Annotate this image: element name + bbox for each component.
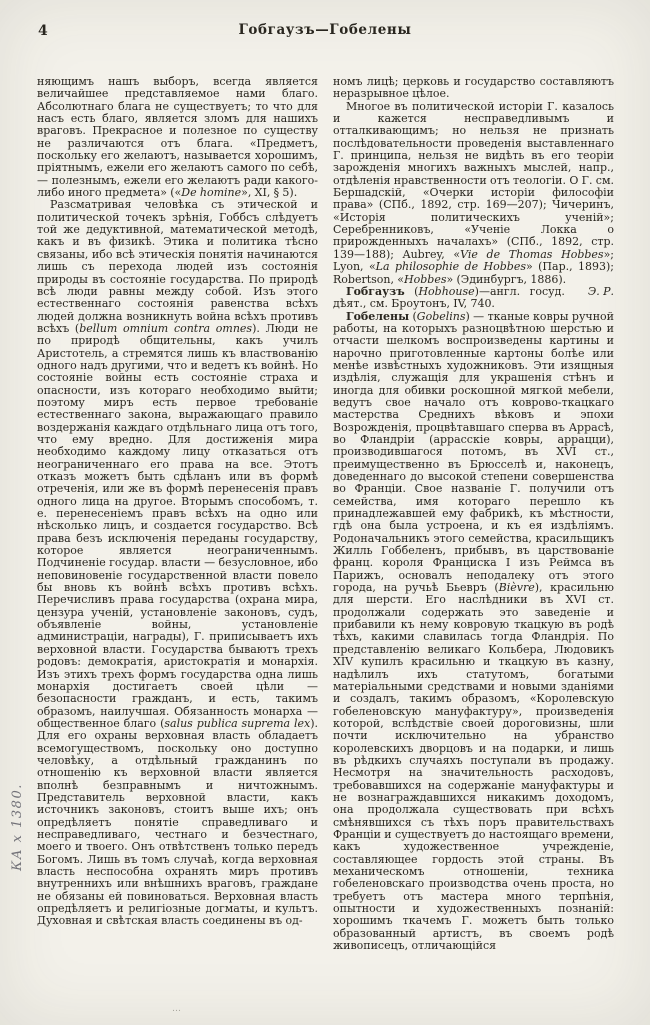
marginalia-handwriting: КА х 1380. (10, 783, 25, 871)
italic-text: Gobelins (416, 309, 466, 323)
paragraph: номъ лицѣ; церковь и государство составляютъ неразрывное цѣлое. (333, 76, 614, 101)
running-title: Гобгаузъ—Гобелены (238, 22, 412, 38)
article-paragraph: Гобгаузъ (Hobhouse)—англ. госуд. дѣят., см. Броутонъ, IV, 740. (333, 284, 565, 311)
pencil-mark: … (172, 1004, 183, 1014)
italic-text: bellum omnium contra omnes (79, 321, 253, 335)
paragraph: Разсматривая человѣка съ этической и политической точекъ зрѣнія, Гоббсъ слѣдуетъ той же дедуктивной, математической методѣ, какъ и въ физикѣ. Этика и политика тѣсно связаны, ибо всѣ этическія понятія начинаются лишь съ перехода людей изъ состоянія природы въ состояніе государства. По природѣ всѣ люди равны между собой. Изъ этого естественнаго состоянія равенства всѣхъ людей должна возникнуть война всѣхъ противъ всѣхъ (bellum omnium contra omnes). Люди не по природѣ общительны, какъ училъ Аристотель, а стремятся лишь къ властвованію одного надъ другими, что и ведетъ къ войнѣ. Но состояніе войны есть состояніе страха и опасности, изъ котораго необходимо выйти; поэтому миръ есть первое требованіе естественнаго закона, выражающаго правило воздержанія каждаго отдѣльнаго лица отъ того, что ему вредно. Для достиженія мира необходимо каждому лицу отказаться отъ неограниченнаго его права на все. Этотъ отказъ можетъ быть сдѣланъ или въ формѣ отреченія, или же въ формѣ перенесенія правъ одного лица на другое. Вторымъ способомъ, т. е. перенесеніемъ правъ всѣхъ на одно или нѣсколько лицъ, и создается государство. Всѣ права безъ исключенія переданы государству, которое является неограниченнымъ. Подчиненіе государ. власти — безусловное, ибо неповиновеніе государственной власти повело бы вновь къ войнѣ всѣхъ противъ всѣхъ. Перечисливъ права государства (охрана мира, цензура ученій, установленіе законовъ, судъ, объявленіе войны, установленіе администраціи, награды), Г. приписываетъ ихъ верховной власти. Государства бываютъ трехъ родовъ: демократія, аристократія и монархія. Изъ этихъ трехъ формъ государства одна лишь монархія достигаетъ своей цѣли — безопасности гражданъ, и есть, такимъ образомъ, наилучшая. Обязанность монарха — общественное благо (salus publica suprema lex). Для его охраны верховная власть обладаетъ всемогуществомъ, поскольку оно доступно человѣку, а отдѣльный гражданинъ по отношенію къ верховной власти является вполнѣ безправнымъ и ничтожнымъ. Представитель верховной власти, какъ источникъ законовъ, стоитъ выше ихъ; онъ опредѣляетъ понятіе справедливаго и несправедливаго, честнаго и безчестнаго, моего и твоего. Онъ отвѣтственъ только передъ Богомъ. Лишь въ томъ случаѣ, когда верховная власть неспособна охранять миръ противъ внутреннихъ или внѣшнихъ враговъ, граждане не обязаны ей повиноваться. Верховная власть опредѣляетъ и религіозные догматы, и культъ. Духовная и свѣтская власть соединены въ од- (37, 198, 318, 928)
italic-text: salus publica suprema lex (164, 716, 311, 730)
text-body (37, 76, 614, 1009)
column-right (333, 76, 614, 1009)
article-term: Гобелены (346, 309, 410, 323)
italic-text: Bièvre (498, 581, 535, 595)
column-left (37, 76, 318, 1009)
italic-text: De homine (181, 186, 242, 200)
italic-text: La philosophie de Hobbes (375, 260, 526, 274)
article-paragraph: Гобелены (Gobelins) — тканые ковры ручной работы, на которыхъ разноцвѣтною шерстью и отчасти шелкомъ воспроизведены картины и нарочно приготовленные картоны болѣе или менѣе извѣстныхъ художниковъ. Эти изящныя издѣлія, служащія для украшенія стѣнъ и иногда для обивки роскошной мягкой мебели, ведутъ свое начало отъ коврово-ткацкаго мастерства Среднихъ вѣковъ и эпохи Возрожденія, процвѣтавшаго сперва въ Аррасѣ, во Фландріи (аррасскіе ковры, аррацци), производившагося потомъ, въ XVI ст., преимущественно въ Брюсселѣ и, наконецъ, доведеннаго до высокой степени совершенства во Франціи. Свое названіе Г. получили отъ семейства, имя котораго перешло къ принадлежавшей ему фабрикѣ, къ мѣстности, гдѣ она была устроена, и къ ея издѣліямъ. Родоначальникъ этого семейства, красильщикъ Жилль Гоббеленъ, прибывъ, въ царствованіе франц. короля Франциска I изъ Реймса въ Парижъ, основалъ неподалеку отъ этого города, на ручьѣ Бьевръ (Bièvre), красильню для шерсти. Его наслѣдники въ XVI ст. продолжали содержать это заведеніе и прибавили къ нему ковровую ткацкую въ родѣ тѣхъ, какими славилась тогда Фландрія. По представленію великаго Кольбера, Людовикъ XIV купилъ красильню и ткацкую въ казну, надѣлилъ ихъ статутомъ, богатыми матеріальными средствами и новыми зданіями и создалъ, такимъ образомъ, «Королевскую гобеленовскую мануфактуру», произведенія которой, вслѣдствіе своей дороговизны, шли почти исключительно на убранство королевскихъ дворцовъ и на подарки, и лишь въ рѣдкихъ случаяхъ поступали въ продажу. Несмотря на значительность расходовъ, требовавшихся на содержаніе мануфактуры и не вознаграждавшихся никакимъ доходомъ, она продолжала существовать при всѣхъ смѣнявшихся съ тѣхъ поръ правительствахъ Франціи и существуетъ до настоящаго времени, какъ художественное учрежденіе, составляющее гордость этой страны. Въ механическомъ отношеніи, техника гобеленовскаго производства очень проста, но требуетъ отъ мастера много терпѣнія, опытности и художественныхъ познаній: хорошимъ ткачемъ Г. можетъ быть только образованный артистъ, въ своемъ родѣ живописецъ, отличающійся (333, 309, 614, 953)
author-signature: Э. Р. (587, 284, 614, 298)
italic-text: Hobbes (404, 272, 447, 286)
italic-text: Hobhouse (418, 284, 475, 298)
italic-text: Vie de Thomas Hobbes (460, 247, 604, 261)
page-number: 4 (38, 23, 48, 39)
page-header (38, 22, 612, 42)
paragraph: Многое въ политической исторіи Г. казалось и кажется несправедливымъ и отталкивающимъ; но нельзя не признать послѣдовательности проведенія выставленнаго Г. принципа, нельзя не видѣть въ его теоріи зарожденія многихъ важныхъ мыслей, напр., отдѣленія нравственности отъ теологіи. О Г. см. Бершадскій, «Очерки исторіи философіи права» (СПб., 1892, стр. 169—207); Чичеринъ, «Исторія политическихъ ученій»; Серебренниковъ, «Ученіе Локка о прирожденныхъ началахъ» (СПб., 1892, стр. 139—188); Aubrey, «Vie de Thomas Hobbes»; Lyon, «La philosophie de Hobbes» (Пар., 1893); Robertson, «Hobbes» (Эдинбургъ, 1886). Э. Р. (333, 99, 614, 298)
article-term: Гобгаузъ (346, 284, 405, 298)
paragraph: няющимъ нашъ выборъ, всегда является величайшее представляемое нами благо. Абсолютнаго блага не существуетъ; то что для насъ есть благо, является зломъ для нашихъ враговъ. Прекрасное и полезное по существу не различаются отъ блага. «Предметъ, поскольку его желаютъ, называется хорошимъ, пріятнымъ, ежели его желаютъ самого по себѣ, — полезнымъ, ежели его желаютъ ради какого-либо иного предмета» («De homine», XI, § 5). (37, 76, 318, 200)
